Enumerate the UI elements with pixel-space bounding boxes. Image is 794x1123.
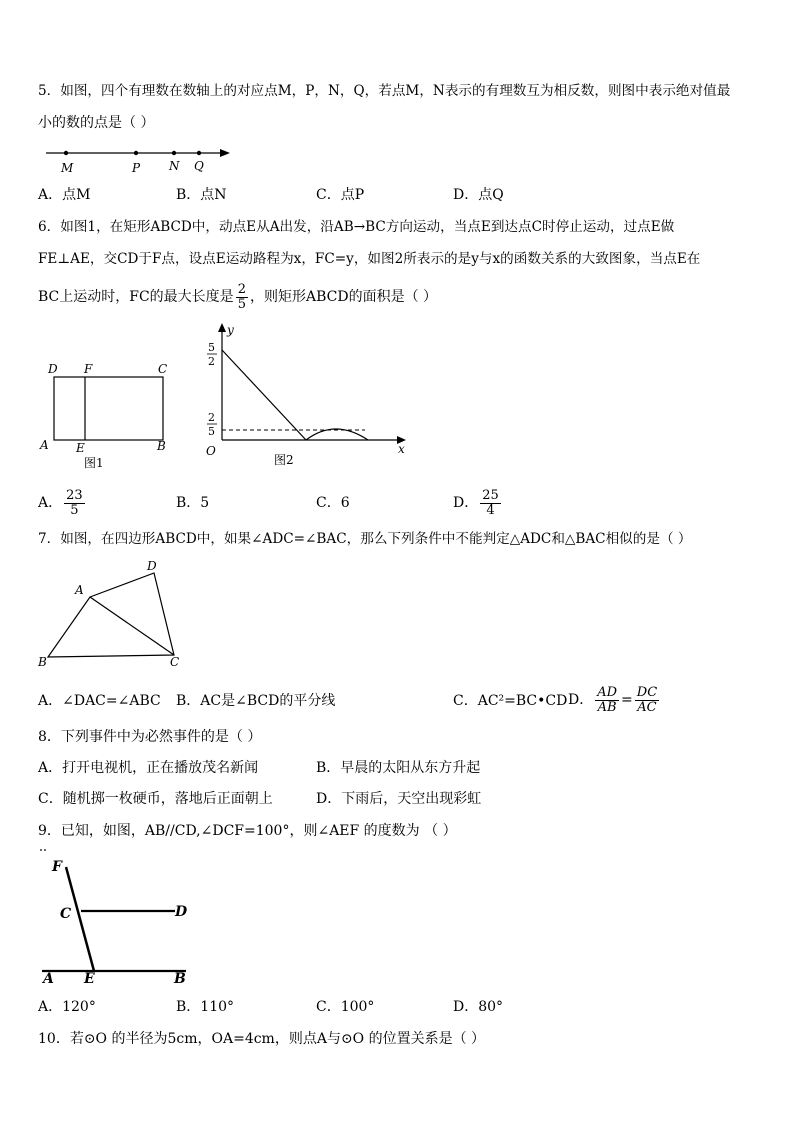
q9-option-b[interactable]: B．110°: [176, 999, 235, 1015]
q5-label-m: M: [61, 161, 74, 175]
q7-label-d: D: [147, 559, 157, 573]
q6-option-c[interactable]: [316, 494, 350, 512]
q8-option-c[interactable]: C．随机掷一枚硬币，落地后正面朝上: [38, 791, 273, 807]
fig2-caption: 图2: [274, 453, 294, 467]
q7-option-d-eq: =: [621, 692, 633, 708]
q6-option-d-num: 25: [482, 487, 499, 503]
q5-label-n: N: [169, 159, 180, 173]
q8-stem: 8．下列事件中为必然事件的是（ ）: [38, 729, 262, 745]
q6-figure-1: [38, 360, 178, 472]
q7-stem: 7．如图，在四边形ABCD中，如果∠ADC=∠BAC，那么下列条件中不能判定△ADC和△BAC相似的是（ ）: [38, 531, 692, 547]
q9-label-a: A: [43, 971, 54, 985]
q6-option-b-text: 5: [200, 495, 210, 511]
q8-option-d[interactable]: D．下雨后，天空出现彩虹: [316, 791, 482, 807]
q6-option-a-fraction: [64, 489, 85, 518]
q5-option-a[interactable]: A．点M: [38, 187, 91, 203]
q5-label-p: P: [132, 161, 141, 175]
fig2-tick-low-num: 2: [208, 411, 215, 424]
q7-figure: [36, 556, 186, 671]
q9-label-c: C: [60, 906, 72, 922]
q6-option-a-den: 5: [70, 502, 79, 518]
q7-option-d-right-num: DC: [636, 684, 658, 700]
fig1-label-d: D: [48, 362, 58, 376]
fig2-y-label: y: [227, 323, 234, 337]
q6-max-length-fraction: [236, 283, 248, 312]
q9-option-c[interactable]: C．100°: [316, 999, 375, 1015]
fig1-label-c: C: [158, 362, 168, 376]
q7-option-a[interactable]: A．∠DAC=∠ABC: [38, 693, 161, 709]
q6-option-d-fraction: [480, 489, 501, 518]
q7-option-d-left-fraction: [595, 686, 619, 715]
q6-stem-line2: FE⊥AE，交CD于F点，设点E运动路程为x，FC=y，如图2所表示的是y与x的函数关系的大致图象，当点E在: [38, 251, 701, 267]
fig1-label-e: E: [76, 441, 85, 455]
q6-option-c-prefix: C．: [316, 495, 341, 511]
fig2-tick-top-den: 2: [208, 355, 215, 368]
q7-option-b[interactable]: B．AC是∠BCD的平分线: [176, 693, 336, 709]
q9-option-a[interactable]: A．120°: [38, 999, 96, 1015]
q7-option-d-right-den: AC: [637, 699, 657, 715]
q9-label-e: E: [84, 971, 95, 985]
q9-figure: [38, 845, 198, 985]
q10-stem: 10．若⊙O 的半径为5cm，OA=4cm，则点A与⊙O 的位置关系是（ ）: [38, 1031, 486, 1047]
q6-stem-line3-pre: BC上运动时，FC的最大长度是: [38, 289, 234, 305]
q9-label-d: D: [175, 904, 188, 920]
q9-label-f: F: [52, 859, 62, 875]
q6-option-d[interactable]: [453, 484, 503, 522]
q5-option-b[interactable]: B．点N: [176, 187, 227, 203]
q6-stem-line3: [38, 280, 437, 314]
fig2-x-label: x: [398, 442, 405, 456]
q6-max-fraction-num: 2: [237, 281, 246, 297]
q7-option-d-left-den: AB: [597, 699, 617, 715]
q8-option-a[interactable]: A．打开电视机，正在播放茂名新闻: [38, 760, 259, 776]
q6-option-c-text: 6: [340, 495, 350, 511]
q6-stem-line1: 6．如图1，在矩形ABCD中，动点E从A出发，沿AB→BC方向运动，当点E到达点C时停止运动，过点E做: [38, 219, 675, 235]
q7-label-c: C: [170, 655, 180, 669]
q7-option-d-right-fraction: [635, 686, 659, 715]
q5-label-q: Q: [194, 159, 204, 173]
q6-option-b-prefix: B．: [176, 495, 201, 511]
q9-label-b: B: [174, 971, 186, 985]
fig1-label-b: B: [157, 439, 166, 453]
q7-label-b: B: [38, 655, 47, 669]
fig2-tick-top-num: 5: [208, 341, 215, 354]
q6-max-fraction-den: 5: [237, 296, 246, 312]
q6-option-a-prefix: A．: [38, 495, 63, 511]
q6-option-a-num: 23: [66, 487, 83, 503]
fig1-caption: 图1: [84, 456, 104, 470]
fig1-label-a: A: [40, 438, 49, 452]
q7-option-c[interactable]: C．AC²=BC•CD: [453, 693, 568, 709]
q5-option-d[interactable]: D．点Q: [453, 187, 504, 203]
fig2-tick-low-den: 5: [208, 425, 215, 438]
q6-option-a[interactable]: [38, 484, 87, 522]
q6-option-b[interactable]: [176, 494, 209, 512]
q5-stem-line2: 小的数的点是（ ）: [38, 115, 155, 131]
q8-option-b[interactable]: B．早晨的太阳从东方升起: [316, 760, 481, 776]
q6-figure-2: [200, 322, 415, 470]
q9-option-d[interactable]: D．80°: [453, 999, 504, 1015]
q6-option-d-den: 4: [486, 502, 495, 518]
q5-number-line: [44, 142, 234, 176]
q7-option-d-left-num: AD: [597, 684, 618, 700]
q9-stem: 9．已知，如图，AB//CD,∠DCF=100°，则∠AEF 的度数为 （ ）: [38, 823, 457, 839]
q7-label-a: A: [75, 583, 84, 597]
q7-option-d[interactable]: [568, 680, 661, 720]
q7-option-d-prefix: D．: [568, 692, 594, 708]
q5-stem-line1: 5．如图，四个有理数在数轴上的对应点M，P，N，Q，若点M，N表示的有理数互为相反数，则图中表示绝对值最: [38, 83, 731, 99]
q6-option-d-prefix: D．: [453, 495, 479, 511]
fig1-label-f: F: [84, 362, 93, 376]
q5-option-c[interactable]: C．点P: [316, 187, 365, 203]
q6-stem-line3-post: ，则矩形ABCD的面积是（ ）: [249, 289, 438, 305]
fig2-origin: O: [206, 444, 216, 458]
